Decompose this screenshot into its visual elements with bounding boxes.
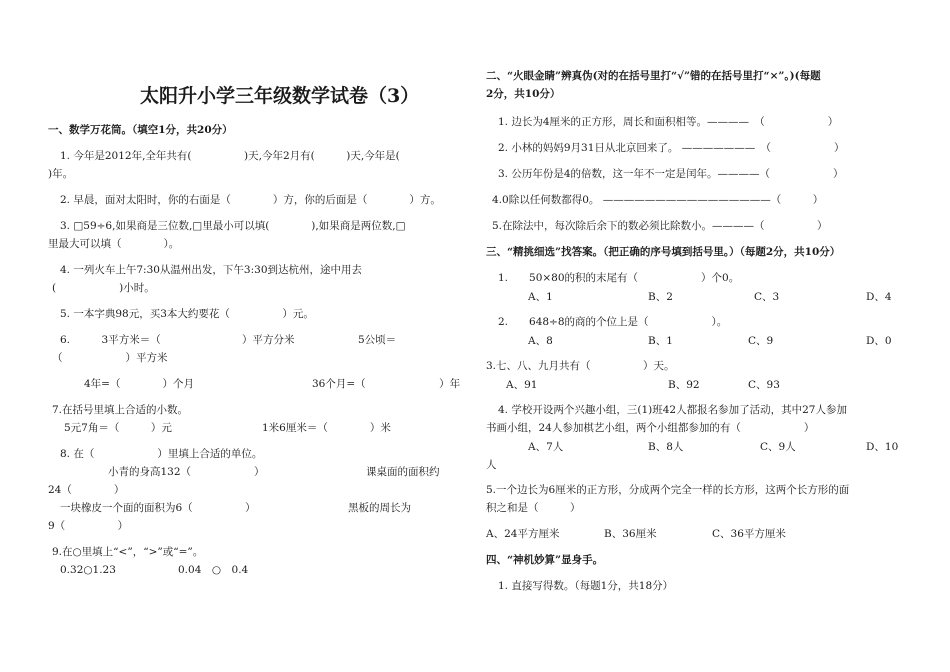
question-8: 8. 在（ ）里填上合适的单位。	[60, 448, 263, 460]
question-8a: 小青的身高132（ ）	[108, 466, 265, 478]
page-title: 太阳升小学三年级数学试卷（3）	[140, 85, 420, 107]
true-false-2: 2. 小林的妈妈9月31日从北京回来了。 ——————— （ ）	[498, 142, 845, 154]
section-2-heading-line-1: 二、“火眼金睛”辨真伪(对的在括号里打“√”错的在括号里打“×”。)(每题	[486, 70, 821, 82]
choice-3-option-b: B、92	[668, 379, 700, 391]
choice-4-tail: 人	[486, 459, 497, 471]
choice-4-option-a: A、7人	[528, 441, 564, 453]
section-2-heading-line-2: 2分，共10分）	[486, 88, 561, 100]
question-1-line-1: 1. 今年是2012年,全年共有( )天,今年2月有( )天,今年是(	[60, 150, 400, 162]
choice-3-option-a: A、91	[506, 379, 538, 391]
choice-2-option-a: A、8	[528, 335, 553, 347]
question-2: 2. 早晨，面对太阳时，你的右面是（ ）方，你的后面是（ ）方。	[60, 194, 441, 206]
question-9: 9.在○里填上“<”，“>”或“=”。	[52, 546, 204, 558]
question-3-line-1: 3. □59÷6,如果商是三位数,□里最小可以填( ),如果商是两位数,□	[60, 220, 406, 232]
choice-4-line-1: 4. 学校开设两个兴趣小组，三(1)班42人都报名参加了活动，其中27人参加	[498, 404, 847, 416]
choice-1-option-c: C、3	[754, 291, 780, 303]
choice-5-option-b: B、36厘米	[604, 528, 657, 540]
choice-5-option-a: A、24平方厘米	[486, 528, 560, 540]
choice-1-option-d: D、4	[866, 291, 892, 303]
question-7a: 5元7角＝（ ）元	[64, 422, 172, 434]
question-6-line-3a: 4年=（ ）个月	[84, 378, 194, 390]
choice-2-option-d: D、0	[866, 335, 892, 347]
question-8b: 课桌面的面积约	[366, 466, 440, 478]
true-false-5: 5.在除法中，每次除后余下的数必须比除数小。————（ ）	[492, 220, 828, 232]
question-7: 7.在括号里填上合适的小数。	[52, 404, 189, 416]
true-false-1: 1. 边长为4厘米的正方形，周长和面积相等。———— （ ）	[498, 116, 839, 128]
choice-4-option-b: B、8人	[648, 441, 684, 453]
question-6-line-2: （ ）平方米	[52, 352, 168, 364]
choice-5-option-c: C、36平方厘米	[712, 528, 786, 540]
question-8b-cont: 24（ ）	[48, 484, 125, 496]
choice-1-option-b: B、2	[648, 291, 673, 303]
question-6-line-3b: 36个月=（ ）年	[312, 378, 461, 390]
section-4-heading: 四、“神机妙算”显身手。	[486, 554, 604, 566]
section-4-item-1: 1. 直接写得数。（每题1分，共18分）	[498, 580, 674, 592]
question-8c: 一块橡皮一个面的面积为6（ ）	[60, 502, 256, 514]
question-6-part-1: 6. 3平方米＝（	[60, 334, 161, 346]
question-9b: 0.04 ○ 0.4	[178, 564, 249, 576]
choice-1: 1. 50×80的积的末尾有（ ）个0。	[498, 272, 740, 284]
question-9a: 0.32○1.23	[60, 564, 116, 576]
question-8d-cont: 9（ ）	[48, 520, 129, 532]
question-3-line-2: 里最大可以填（ ）。	[48, 238, 180, 250]
choice-3: 3.七、八、九月共有（ ）天。	[486, 360, 675, 372]
choice-4-option-d: D、10	[866, 441, 899, 453]
question-5: 5. 一本字典98元，买3本大约要花（ ）元。	[60, 308, 314, 320]
choice-2: 2. 648÷8的商的个位上是（ ）。	[498, 316, 728, 328]
question-4-line-2: ( )小时。	[52, 282, 155, 294]
section-3-heading: 三、“精挑细选”找答案。（把正确的序号填到括号里。）（每题2分，共10分）	[486, 246, 841, 258]
choice-4-option-c: C、9人	[760, 441, 796, 453]
question-4-line-1: 4. 一列火车上午7:30从温州出发，下午3:30到达杭州，途中用去	[60, 264, 363, 276]
question-7b: 1米6厘米＝（ ）米	[262, 422, 391, 434]
section-1-heading: 一、数学万花筒。（填空1分，共20分）	[48, 124, 233, 136]
choice-2-option-b: B、1	[648, 335, 673, 347]
choice-1-option-a: A、1	[528, 291, 553, 303]
question-6-part-3: 5公顷＝	[358, 334, 397, 346]
question-6-part-2: ）平方分米	[242, 334, 295, 346]
choice-5-line-1: 5.一个边长为6厘米的正方形，分成两个完全一样的长方形，这两个长方形的面	[486, 484, 850, 496]
choice-5-line-2: 积之和是（ ）	[486, 502, 581, 514]
choice-2-option-c: C、9	[748, 335, 774, 347]
choice-3-option-c: C、93	[748, 379, 780, 391]
question-1-line-2: )年。	[48, 168, 74, 180]
true-false-4: 4.0除以任何数都得0。 ————————————————（ ）	[492, 194, 824, 206]
question-8d: 黑板的周长为	[348, 502, 411, 514]
choice-4-line-2: 书画小组，24人参加棋艺小组，两个小组都参加的有（ ）	[486, 422, 815, 434]
true-false-3: 3. 公历年份是4的倍数，这一年不一定是闰年。————（ ）	[498, 168, 844, 180]
